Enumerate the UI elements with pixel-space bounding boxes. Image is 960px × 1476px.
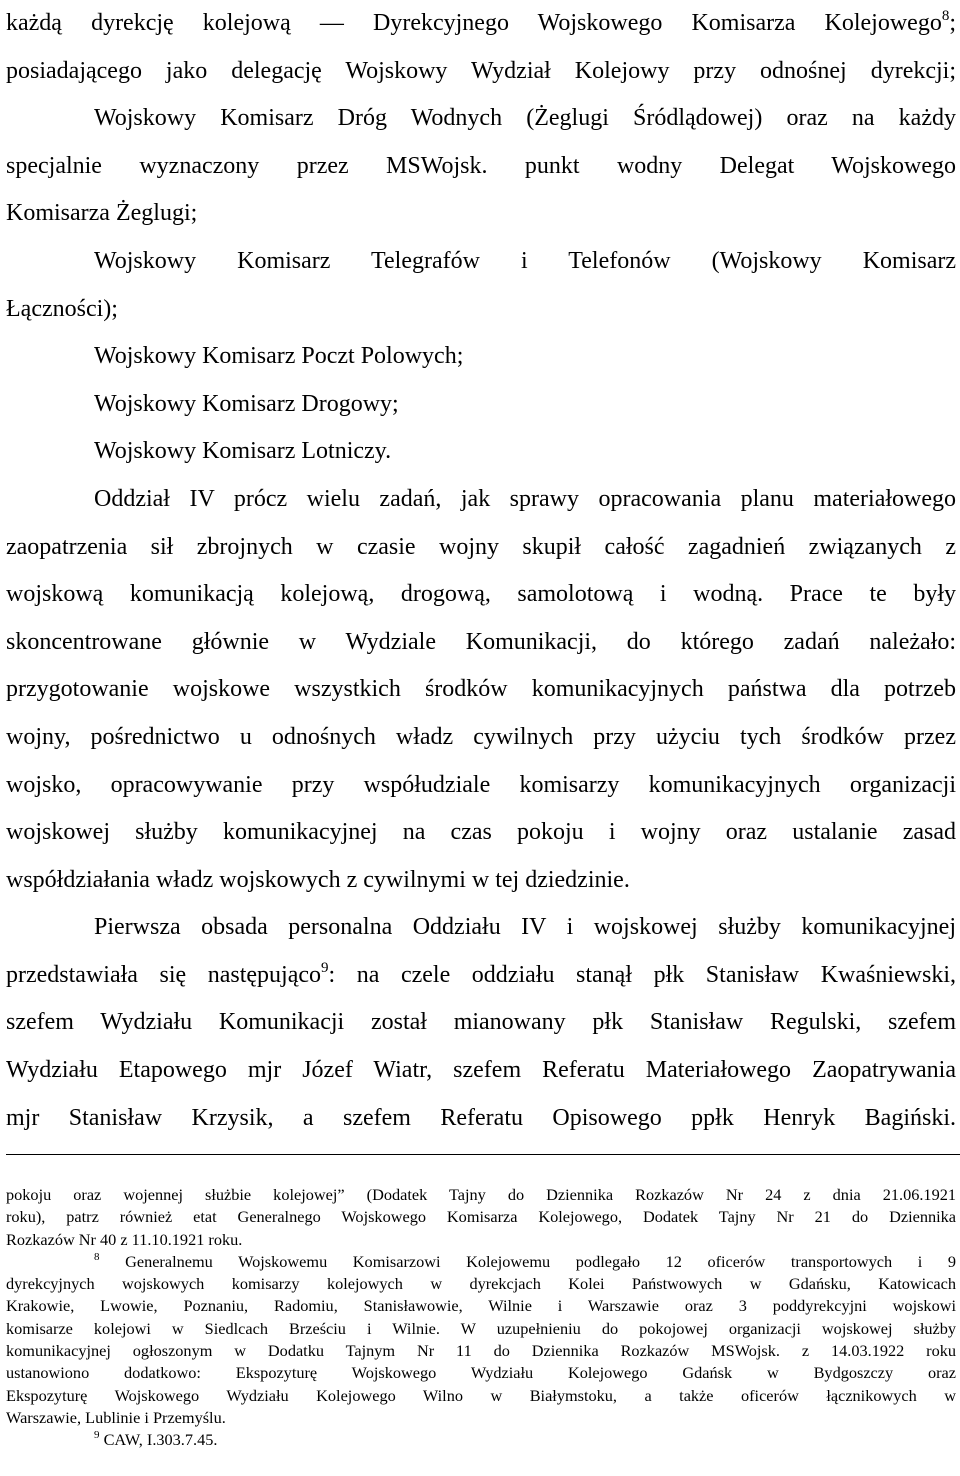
text-line: posiadającego jako delegację Wojskowy Wydział Kolejowy przy odnośnej dyrekcji; [6,57,956,84]
footnote-line: dyrekcyjnych wojskowych komisarzy kolejowych w dyrekcjach Kolei Państwowych w Gdańsku, Katowicach [6,1274,956,1294]
text-line: Wojskowy Komisarz Poczt Polowych; [94,343,464,370]
text-line: skoncentrowane głównie w Wydziale Komunikacji, do którego zadań należało: [6,628,956,655]
text-line: Pierwsza obsada personalna Oddziału IV i wojskowej służby komunikacyjnej [94,914,956,941]
footnote-line: komunikacyjnej ogłoszonym w Dodatku Tajnym Nr 11 do Dziennika Rozkazów MSWojsk. z 14.03.1922 roku [6,1341,956,1361]
footnote-line: ustanowiono dodatkowo: Ekspozyturę Wojskowego Wydziału Kolejowego Gdańsk w Bydgoszczy oraz [6,1363,956,1383]
text-line: Łączności); [6,295,118,322]
text-line: wojskowej służby komunikacyjnej na czas pokoju i wojny oraz ustalanie zasad [6,819,956,846]
text-line: każdą dyrekcję kolejową — Dyrekcyjnego Wojskowego Komisarza Kolejowego$^8$; [6,8,956,36]
text-line: Oddział IV prócz wielu zadań, jak sprawy opracowania planu materiałowego [94,485,956,512]
footnotes [6,1184,956,1452]
text-line: Wojskowy Komisarz Drogowy; [94,390,399,417]
footnote-line: Krakowie, Lwowie, Poznaniu, Radomiu, Stanisławowie, Wilnie i Warszawie oraz 3 poddyrekcyjni wojskowi [6,1296,956,1316]
main-text [6,0,956,1142]
footnote-line: $^9$ CAW, I.303.7.45. [94,1429,218,1450]
footnote-ref: 9 [321,959,329,976]
footnote-line: $^8$ Generalnemu Wojskowemu Komisarzowi Kolejowemu podlegało 12 oficerów transportowych i 9 [94,1250,956,1271]
footnote-line: Warszawie, Lublinie i Przemyślu. [6,1407,226,1427]
text-line: przedstawiała się następująco$^9$: na czele oddziału stanął płk Stanisław Kwaśniewski, [6,959,957,988]
footnote-number: 9 [94,1429,100,1442]
footnote-number: 8 [94,1250,100,1263]
footnote-line: Rozkazów Nr 40 z 11.10.1921 roku. [6,1229,243,1249]
footnote-line: komisarze kolejowi w Siedlcach Brześciu i Wilnie. W uzupełnieniu do pokojowej organizacji wojskowej służby [6,1318,956,1338]
text-line: specjalnie wyznaczony przez MSWojsk. punkt wodny Delegat Wojskowego [6,152,956,179]
text-line: zaopatrzenia sił zbrojnych w czasie wojny skupił całość zagadnień związanych z [6,533,956,560]
text-line: wojsko, opracowywanie przy współudziale komisarzy komunikacyjnych organizacji [6,771,956,798]
text-line: wojskową komunikacją kolejową, drogową, samolotową i wodną. Prace te były [6,581,956,608]
text-line: Komisarza Żeglugi; [6,200,198,227]
footnote-line: roku), patrz również etat Generalnego Wojskowego Komisarza Kolejowego, Dodatek Tajny Nr 21 do Dziennika [6,1207,956,1227]
text-line: współdziałania władz wojskowych z cywilnymi w tej dziedzinie. [6,866,630,893]
footnote-ref: 8 [941,8,950,24]
footnote-line: Ekspozyturę Wojskowego Wydziału Kolejowego Wilno w Białymstoku, a także oficerów łącznikowych w [6,1385,956,1405]
text-line: Wojskowy Komisarz Dróg Wodnych (Żeglugi Śródlądowej) oraz na każdy [94,105,956,132]
text-line: przygotowanie wojskowe wszystkich środków komunikacyjnych państwa dla potrzeb [6,676,956,703]
text-line: mjr Stanisław Krzysik, a szefem Referatu Opisowego ppłk Henryk Bagiński. [6,1104,956,1131]
footnote-line: pokoju oraz wojennej służbie kolejowej” (Dodatek Tajny do Dziennika Rozkazów Nr 24 z dnia 21.06.1921 [6,1185,956,1204]
text-line: Wojskowy Komisarz Telegrafów i Telefonów (Wojskowy Komisarz [94,247,956,274]
footnote-separator [6,1154,960,1155]
text-line: wojny, pośrednictwo u odnośnych władz cywilnych przy użyciu tych środków przez [6,723,956,750]
text-line: Wydziału Etapowego mjr Józef Wiatr, szefem Referatu Materiałowego Zaopatrywania [6,1057,956,1084]
text-line: szefem Wydziału Komunikacji został mianowany płk Stanisław Regulski, szefem [6,1009,956,1036]
text-line: Wojskowy Komisarz Lotniczy. [94,438,392,465]
